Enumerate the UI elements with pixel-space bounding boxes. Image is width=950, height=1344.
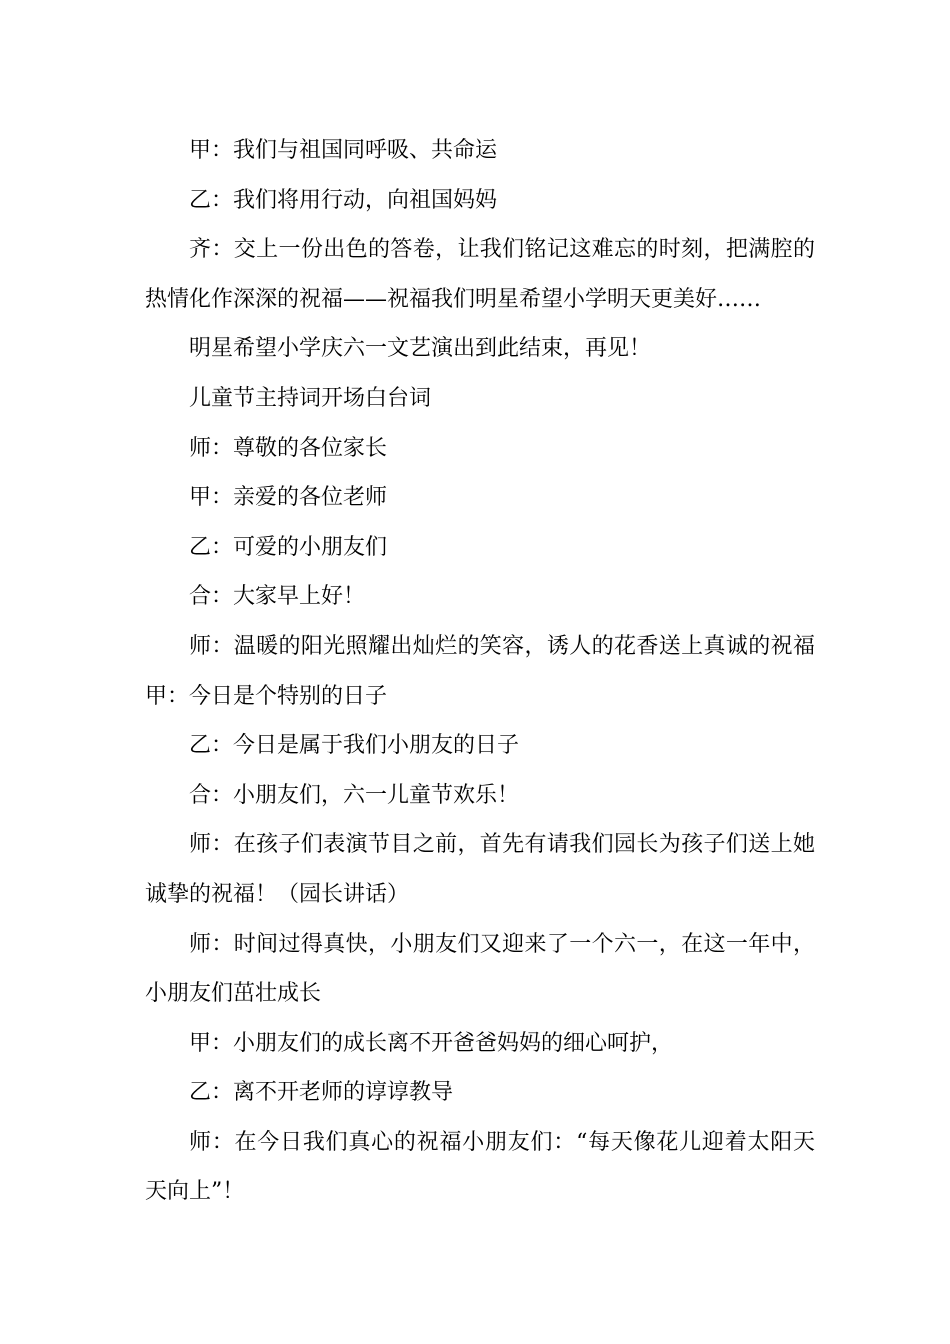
paragraph: 合：小朋友们，六一儿童节欢乐！	[189, 782, 520, 808]
document-body	[145, 126, 815, 1217]
paragraph: 合：大家早上好！	[189, 584, 366, 610]
paragraph: 乙：今日是属于我们小朋友的日子	[189, 733, 520, 759]
paragraph: 甲：小朋友们的成长离不开爸爸妈妈的细心呵护，	[189, 1030, 674, 1056]
paragraph: 师：在今日我们真心的祝福小朋友们：“每天像花儿迎着太阳天天向上”！	[145, 1129, 815, 1205]
paragraph: 齐：交上一份出色的答卷，让我们铭记这难忘的时刻，把满腔的热情化作深深的祝福——祝福我们明星希望小学明天更美好……	[145, 237, 815, 312]
paragraph: 儿童节主持词开场白台词	[189, 385, 432, 411]
paragraph: 甲：我们与祖国同呼吸、共命运	[189, 138, 498, 163]
paragraph: 明星希望小学庆六一文艺演出到此结束，再见！	[189, 336, 652, 362]
paragraph: 乙：离不开老师的谆谆教导	[189, 1080, 454, 1106]
paragraph: 甲：亲爱的各位老师	[189, 485, 388, 511]
paragraph: 乙：我们将用行动，向祖国妈妈	[189, 187, 498, 213]
paragraph: 师：在孩子们表演节目之前，首先有请我们园长为孩子们送上她诚挚的祝福！（园长讲话）	[145, 832, 815, 907]
paragraph: 师：温暖的阳光照耀出灿烂的笑容，诱人的花香送上真诚的祝福甲：今日是个特别的日子	[145, 633, 815, 709]
paragraph: 师：时间过得真快，小朋友们又迎来了一个六一，在这一年中，小朋友们茁壮成长	[145, 931, 815, 1007]
paragraph: 乙：可爱的小朋友们	[189, 534, 388, 560]
paragraph: 师：尊敬的各位家长	[189, 435, 388, 461]
